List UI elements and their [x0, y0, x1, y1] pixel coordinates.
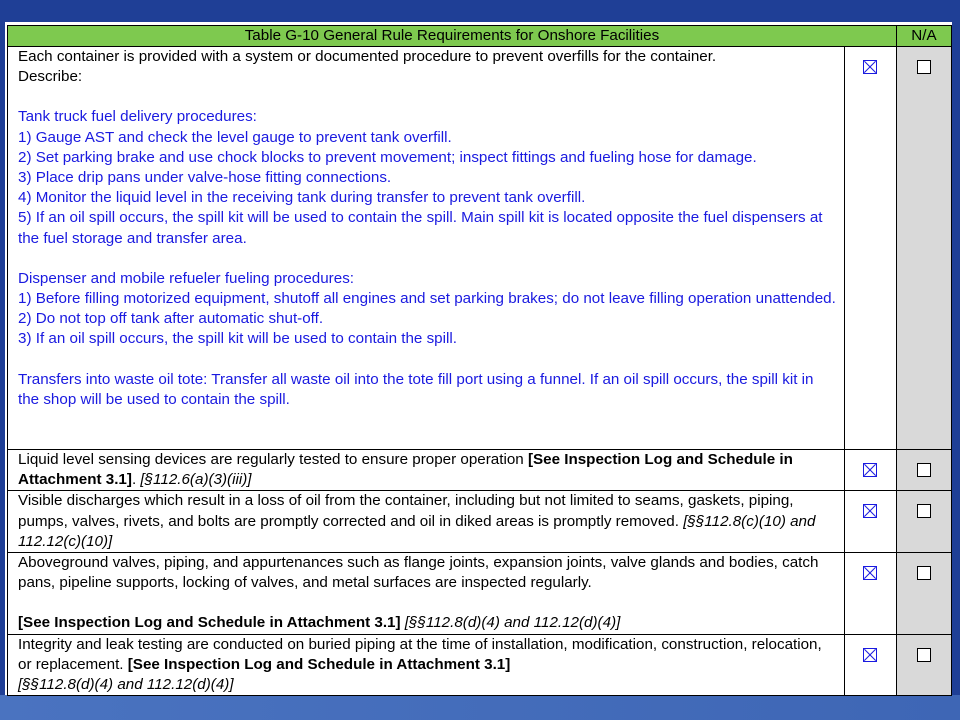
- table-row: [8, 634, 952, 696]
- checked-checkbox[interactable]: [863, 504, 877, 518]
- document-page: [5, 22, 952, 695]
- requirement-cell: Integrity and leak testing are conducted on buried piping at the time of installation, modification, construction, relocation, or replacement. [See Inspection Log and Schedule in Attachment 3.1] [§§112.8(d)(4) and 112.12(d)(4)]: [8, 634, 845, 696]
- compliance-cell: [844, 47, 896, 450]
- compliance-cell: [844, 553, 896, 635]
- na-cell: [896, 634, 951, 696]
- na-checkbox[interactable]: [917, 463, 931, 477]
- checked-checkbox[interactable]: [863, 648, 877, 662]
- slide-bottom-band: [0, 695, 960, 720]
- na-cell: [896, 553, 951, 635]
- na-checkbox[interactable]: [917, 504, 931, 518]
- requirement-cell: Visible discharges which result in a loss of oil from the container, including but not limited to seams, gaskets, piping, pumps, valves, rivets, and bolts are promptly corrected and oil in diked areas is promptly removed. [§§112.8(c)(10) and 112.12(c)(10)]: [8, 491, 845, 553]
- checked-checkbox[interactable]: [863, 60, 877, 74]
- compliance-cell: [844, 491, 896, 553]
- table-row: [8, 450, 952, 491]
- na-checkbox[interactable]: [917, 60, 931, 74]
- compliance-cell: [844, 634, 896, 696]
- procedure-text: Tank truck fuel delivery procedures: 1) Gauge AST and check the level gauge to prevent tank overfill. 2) Set parking brake and use chock blocks to prevent movement; inspect fittings and fueling hose for damage. 3) Place drip pans under valve-hose fitting connections. 4) Monitor the liquid level in the receiving tank during transfer to prevent tank overfill. 5) If an oil spill occurs, the spill kit will be used to contain the spill. Main spill kit is located opposite the fuel dispensers at the fuel storage and transfer area. Dispenser and mobile refueler fueling procedures: 1) Before filling motorized equipment, shutoff all engines and set parking brakes; do not leave filling operation unattended. 2) Do not top off tank after automatic shut-off. 3) If an oil spill occurs, the spill kit will be used to contain the spill. Transfers into waste oil tote: Transfer all waste oil into the tote fill port using a funnel. If an oil spill occurs, the spill kit in the shop will be used to contain the spill.: [18, 108, 836, 408]
- na-checkbox[interactable]: [917, 648, 931, 662]
- requirement-text: Each container is provided with a system or documented procedure to prevent overfills for the container. Describe:: [18, 48, 717, 86]
- requirement-cell: Aboveground valves, piping, and appurtenances such as flange joints, expansion joints, valve glands and bodies, catch pans, pipeline supports, locking of valves, and metal surfaces are inspected regularly. [See Inspection Log and Schedule in Attachment 3.1] [§§112.8(d)(4) and 112.12(d)(4)]: [8, 553, 845, 635]
- requirements-table: [7, 25, 952, 696]
- na-cell: [896, 491, 951, 553]
- checked-checkbox[interactable]: [863, 566, 877, 580]
- table-row: [8, 47, 952, 450]
- compliance-cell: [844, 450, 896, 491]
- na-checkbox[interactable]: [917, 566, 931, 580]
- requirement-cell: [8, 47, 845, 450]
- slide-top-band: [0, 0, 960, 22]
- table-row: [8, 553, 952, 635]
- requirement-cell: Liquid level sensing devices are regularly tested to ensure proper operation [See Inspection Log and Schedule in Attachment 3.1]. [§112.6(a)(3)(iii)]: [8, 450, 845, 491]
- table-row: [8, 491, 952, 553]
- na-cell: [896, 47, 951, 450]
- table-title: Table G-10 General Rule Requirements for Onshore Facilities: [8, 26, 897, 47]
- table-header-row: [8, 26, 952, 47]
- slide-right-border: [952, 22, 960, 695]
- na-column-header: N/A: [896, 26, 951, 47]
- na-cell: [896, 450, 951, 491]
- checked-checkbox[interactable]: [863, 463, 877, 477]
